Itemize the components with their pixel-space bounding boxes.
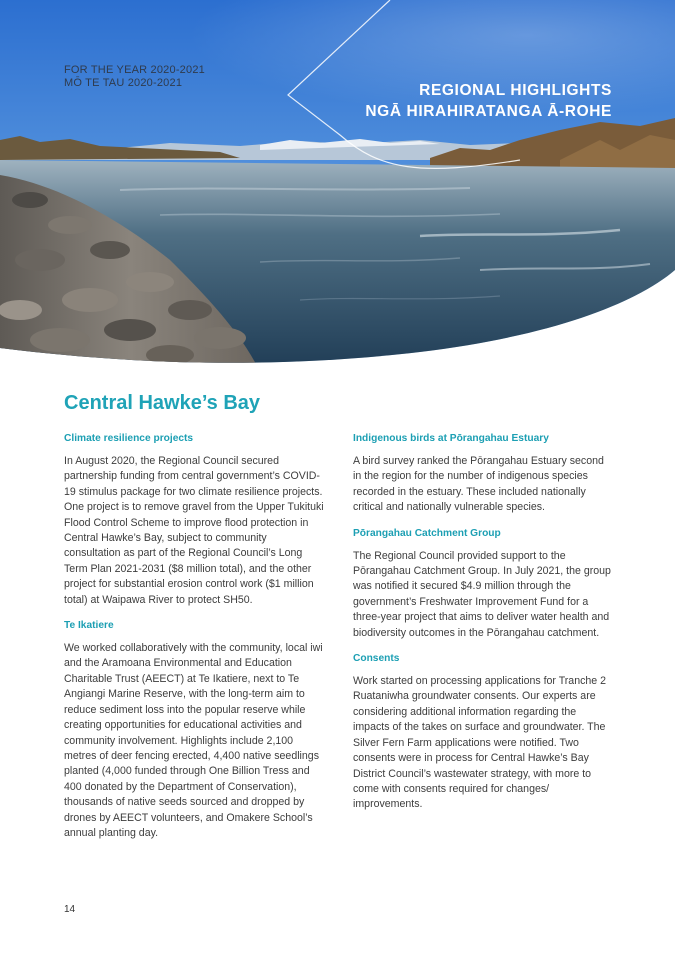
heading-catchment-group: Pōrangahau Catchment Group [353,527,501,539]
heading-climate-resilience: Climate resilience projects [64,433,194,444]
body-te-ikatiere: We worked collaboratively with the community, local iwi and the Aramoana Environmental and Education Charitable Trust (AEECT) at Te Ikatiere, next to Te Angiangi Marine Reserve, with the long-term aim to reduce sediment loss into the popular reserve while creating opportunities for educational activities and community involvement. Highlights include 2,100 metres of deer fencing erected, 4,400 native seedlings planted (4,000 funded through One Billion Tress and 400 donated by the Department of Conservation), thousands of native seeds sourced and dropped by drones by AEECT volunteers, and Omakere School’s annual planting day. [64,642,323,839]
body-catchment-group: The Regional Council provided support to the Pōrangahau Catchment Group. In July 2021, the group was notified it secured $4.9 million through the government’s Freshwater Improvement Fund for a three-year project that aims to deliver water health and biodiversity outcomes in the Pōrangahau catchment. [353,549,611,639]
highlights-line-maori: NGĀ HIRAHIRATANGA Ā-ROHE [365,103,612,120]
heading-indigenous-birds: Indigenous birds at Pōrangahau Estuary [353,433,549,444]
body-climate-resilience: In August 2020, the Regional Council secured partnership funding from central government’s COVID-19 stimulus package for two climate resilience projects. One project is to remove gravel from the Upper Tukituki Flood Control Scheme to improve flood protection in Central Hawke’s Bay, subject to community consultation as part of the Regional Council’s Long Term Plan 2021-2031 ($8 million total), and the other project for substantial erosion control work ($1 million total) at Waipawa River to protect SH50. [64,455,324,606]
highlights-line-english: REGIONAL HIGHLIGHTS [419,82,612,99]
heading-te-ikatiere: Te Ikatiere [64,620,114,632]
year-label [64,64,205,90]
year-line-english: FOR THE YEAR 2020-2021 [64,64,205,76]
section-title: Central Hawke’s Bay [64,392,261,414]
heading-consents: Consents [353,653,400,665]
regional-highlights-title [365,80,612,122]
right-column [353,432,615,824]
year-line-maori: MŌ TE TAU 2020-2021 [64,77,183,89]
page-number: 14 [64,904,76,915]
body-indigenous-birds: A bird survey ranked the Pōrangahau Estuary second in the region for the number of indigenous species recorded in the estuary. These included nationally critical and nationally vulnerable species. [353,455,604,514]
left-column [64,432,326,852]
hero-photo [0,0,675,372]
river-landscape-image [0,0,675,372]
body-consents: Work started on processing applications for Tranche 2 Ruataniwha groundwater consents. Our experts are considering additional information regarding the impacts of the takes on surface and groundwater. The Silver Fern Farm applications were notified. Two consents were in process for Central Hawke’s Bay District Council’s wastewater strategy, with more to come with consents required for changes/ improvements. [353,675,607,811]
